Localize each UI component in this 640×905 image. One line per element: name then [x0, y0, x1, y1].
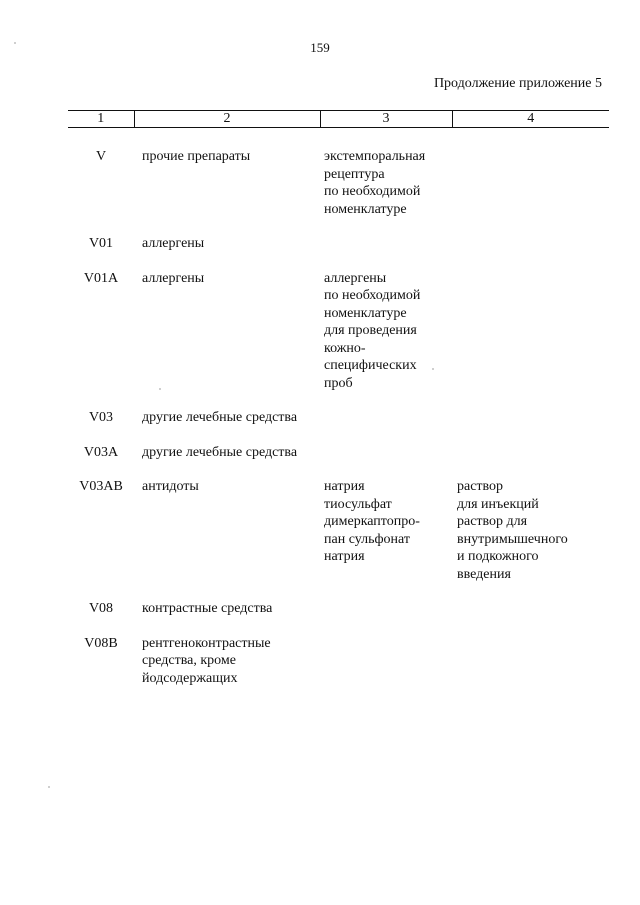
drug-name-cell-line: натрия: [324, 479, 365, 494]
dosage-form-cell: [452, 600, 609, 635]
group-name-cell-line: другие лечебные средства: [142, 444, 298, 460]
atc-code-cell: V: [95, 149, 107, 164]
column-header-1: 1: [68, 111, 134, 128]
table-row: [68, 478, 609, 600]
dosage-form-cell: [452, 409, 609, 444]
table-header: [68, 111, 609, 128]
drug-name-cell-line: проб: [324, 375, 353, 391]
drug-name-cell-line: по необходимой: [324, 184, 421, 199]
drug-name-cell-line: димеркаптопро-: [324, 514, 420, 529]
table-body: [68, 128, 609, 705]
dosage-form-cell: [452, 478, 609, 600]
atc-code-cell: V08B: [84, 635, 118, 651]
dosage-form-cell: [452, 270, 609, 410]
group-name-cell-line: антидоты: [142, 479, 199, 494]
group-name-cell-line: аллергены: [142, 236, 205, 251]
drug-name-cell: [320, 444, 452, 479]
group-name-cell: [134, 600, 320, 635]
group-name-cell: [134, 635, 320, 705]
dosage-form-cell: [452, 128, 609, 236]
atc-code-cell: V01A: [83, 270, 119, 286]
scan-speck: [159, 388, 161, 390]
table-row: [68, 235, 609, 270]
drug-name-cell: [320, 635, 452, 705]
group-name-cell-line: йодсодержащих: [142, 670, 238, 686]
scan-speck: [14, 42, 16, 44]
group-name-cell: [134, 478, 320, 600]
group-name-cell-line: средства, кроме: [142, 653, 236, 668]
page-number: 159: [310, 40, 330, 55]
dosage-form-cell: [452, 635, 609, 705]
group-name-cell-line: аллергены: [142, 270, 205, 286]
scan-speck: [48, 786, 50, 788]
atc-code-cell: V01: [88, 236, 114, 251]
drug-name-cell-line: кожно-: [324, 340, 366, 356]
drug-name-cell-line: тиосульфат: [324, 496, 392, 512]
group-name-cell-line: контрастные средства: [142, 601, 273, 616]
atc-code-cell: V03A: [83, 444, 119, 460]
drug-name-cell: [320, 235, 452, 270]
drug-name-cell-line: по необходимой: [324, 288, 421, 303]
atc-code-cell: V03: [88, 410, 114, 425]
atc-code-cell: V08: [88, 601, 114, 616]
column-header-2: 2: [134, 111, 320, 128]
drug-name-cell: [320, 600, 452, 635]
dosage-form-cell-line: раствор: [457, 479, 504, 494]
dosage-form-cell: [452, 444, 609, 479]
group-name-cell-line: прочие препараты: [142, 149, 251, 164]
drug-name-cell: [320, 409, 452, 444]
medication-table: [68, 110, 609, 704]
column-header-3: 3: [320, 111, 452, 128]
drug-name-cell-line: специфических: [324, 358, 417, 373]
table-row: [68, 128, 609, 236]
group-name-cell-line: рентгеноконтрастные: [142, 635, 271, 651]
drug-name-cell-line: аллергены: [324, 270, 387, 286]
drug-name-cell: [320, 128, 452, 236]
dosage-form-cell-line: введения: [457, 566, 511, 582]
drug-name-cell-line: для проведения: [324, 323, 417, 338]
dosage-form-cell-line: и подкожного: [457, 549, 539, 564]
atc-code-cell: V03AB: [79, 479, 123, 494]
drug-name-cell-line: пан сульфонат: [324, 531, 411, 547]
drug-name-cell-line: экстемпоральная: [324, 149, 426, 164]
table-row: [68, 444, 609, 479]
drug-name-cell: [320, 478, 452, 600]
dosage-form-cell-line: для инъекций: [457, 496, 539, 512]
table-row: [68, 635, 609, 705]
table-row: [68, 270, 609, 410]
table-row: [68, 409, 609, 444]
scan-speck: [432, 368, 434, 370]
drug-name-cell: [320, 270, 452, 410]
continuation-title: Продолжение приложение 5: [433, 76, 602, 91]
drug-name-cell-line: рецептура: [324, 166, 385, 182]
table-row: [68, 600, 609, 635]
group-name-cell: [134, 235, 320, 270]
group-name-cell: [134, 128, 320, 236]
medication-table-container: [68, 110, 609, 704]
drug-name-cell-line: номенклатуре: [324, 305, 407, 321]
header-row: [68, 111, 609, 128]
dosage-form-cell-line: внутримышечного: [457, 531, 568, 547]
group-name-cell: [134, 270, 320, 410]
column-header-4: 4: [452, 111, 609, 128]
group-name-cell: [134, 409, 320, 444]
drug-name-cell-line: натрия: [324, 549, 365, 564]
drug-name-cell-line: номенклатуре: [324, 201, 407, 217]
dosage-form-cell: [452, 235, 609, 270]
dosage-form-cell-line: раствор для: [457, 514, 528, 529]
group-name-cell-line: другие лечебные средства: [142, 410, 298, 425]
group-name-cell: [134, 444, 320, 479]
